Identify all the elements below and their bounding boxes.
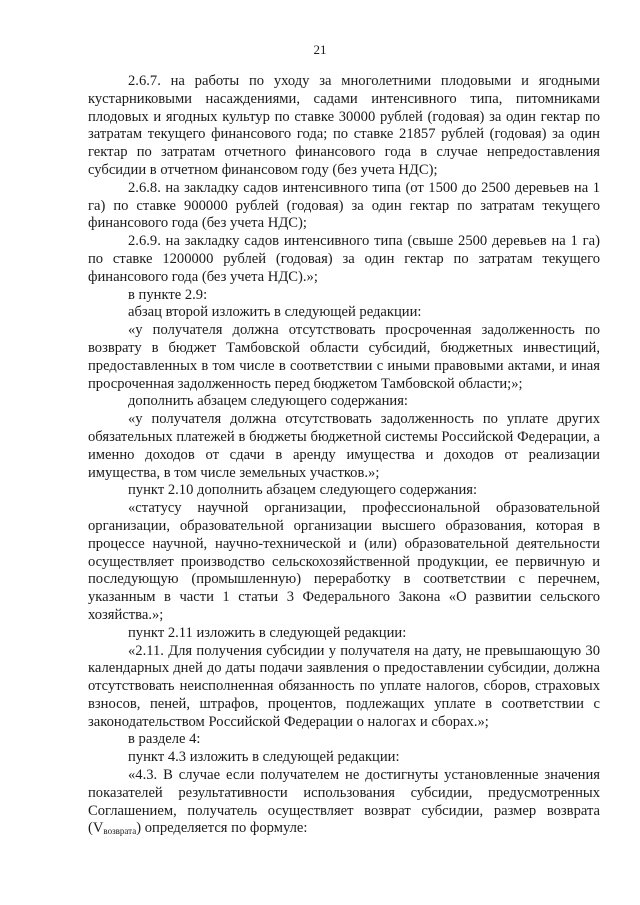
paragraph-quote-2-11: «2.11. Для получения субсидии у получателя на дату, не превышающую 30 календарных дней до даты подачи заявления о предоставлении субсидии, должна отсутствовать неисполненная обязанность по уплате налогов, сборов, страховых взносов, пеней, штрафов, процентов, подлежащих уплате в соответствии с законодательством Российской Федерации о налогах и сборах.»; — [88, 642, 600, 730]
paragraph-2-6-8: 2.6.8. на закладку садов интенсивного типа (от 1500 до 2500 деревьев на 1 га) по ставке 900000 рублей (годовая) за один гектар по затратам текущего финансового года (без учета НДС); — [88, 179, 600, 232]
paragraph-section-4-3: пункт 4.3 изложить в следующей редакции: — [128, 749, 400, 766]
paragraph-quote-debt: «у получателя должна отсутствовать просроченная задолженность по возврату в бюджет Тамбовской области субсидий, бюджетных инвестиций, предоставленных в том числе в соответствии с иными правовыми актами, и иная просроченная задолженность перед бюджетом Тамбовской области;»; — [88, 322, 600, 392]
paragraph-section-2-11: пункт 2.11 изложить в следующей редакции: — [128, 624, 407, 641]
paragraph-add-abzac: дополнить абзацем следующего содержания: — [128, 393, 408, 410]
paragraph-section-2-9: в пункте 2.9: — [128, 286, 208, 303]
quote-4-3-text-end: ) определяется по формуле: — [136, 820, 308, 837]
paragraph-section-2-10: пункт 2.10 дополнить абзацем следующего содержания: — [128, 482, 478, 499]
paragraph-2-6-9: 2.6.9. на закладку садов интенсивного типа (свыше 2500 деревьев на 1 га) по ставке 1200000 рублей (годовая) за один гектар по затратам текущего финансового года (без учета НДС).»; — [88, 233, 600, 285]
quote-4-3-text: «4.3. В случае если получателем не достигнуты установленные значения показателей результативности использования субсидии, предусмотренных Соглашением, получатель осуществляет возврат субсидии, размер возврата (V — [88, 767, 600, 837]
paragraph-quote-payments: «у получателя должна отсутствовать задолженность по уплате других обязательных платежей в бюджеты бюджетной системы Российской Федерации, а именно доходов от сдачи в аренду имущества и доходов от реализации имущества, в том числе земельных участков.»; — [88, 411, 600, 481]
paragraph-quote-status: «статусу научной организации, профессиональной образовательной организации, образовательной организации высшего образования, которая в процессе научной, научно-технической и (или) образовательной деятельности осуществляет производство сельскохозяйственной продукции, ее первичную и последующую (промышленную) переработку в соответствии с перечнем, указанным в части 1 статьи 3 Федерального Закона «О развитии сельского хозяйства.»; — [88, 500, 600, 623]
paragraph-section-4: в разделе 4: — [128, 731, 201, 748]
formula-subscript: возврата — [103, 826, 137, 837]
paragraph-second-abzac: абзац второй изложить в следующей редакции: — [128, 304, 422, 321]
paragraph-2-6-7: 2.6.7. на работы по уходу за многолетними плодовыми и ягодными кустарниковыми насаждениями, садами интенсивного типа, питомниками плодовых и ягодных культур по ставке 30000 рублей (годовая) за один гектар по затратам текущего финансового года; по ставке 21857 рублей (годовая) за один гектар по затратам отчетного финансового года в случае непредоставления субсидии в отчетном финансовом году (без учета НДС); — [88, 73, 600, 178]
page-number: 21 — [313, 42, 327, 57]
paragraph-quote-4-3 — [88, 767, 600, 841]
document-text — [88, 73, 600, 841]
